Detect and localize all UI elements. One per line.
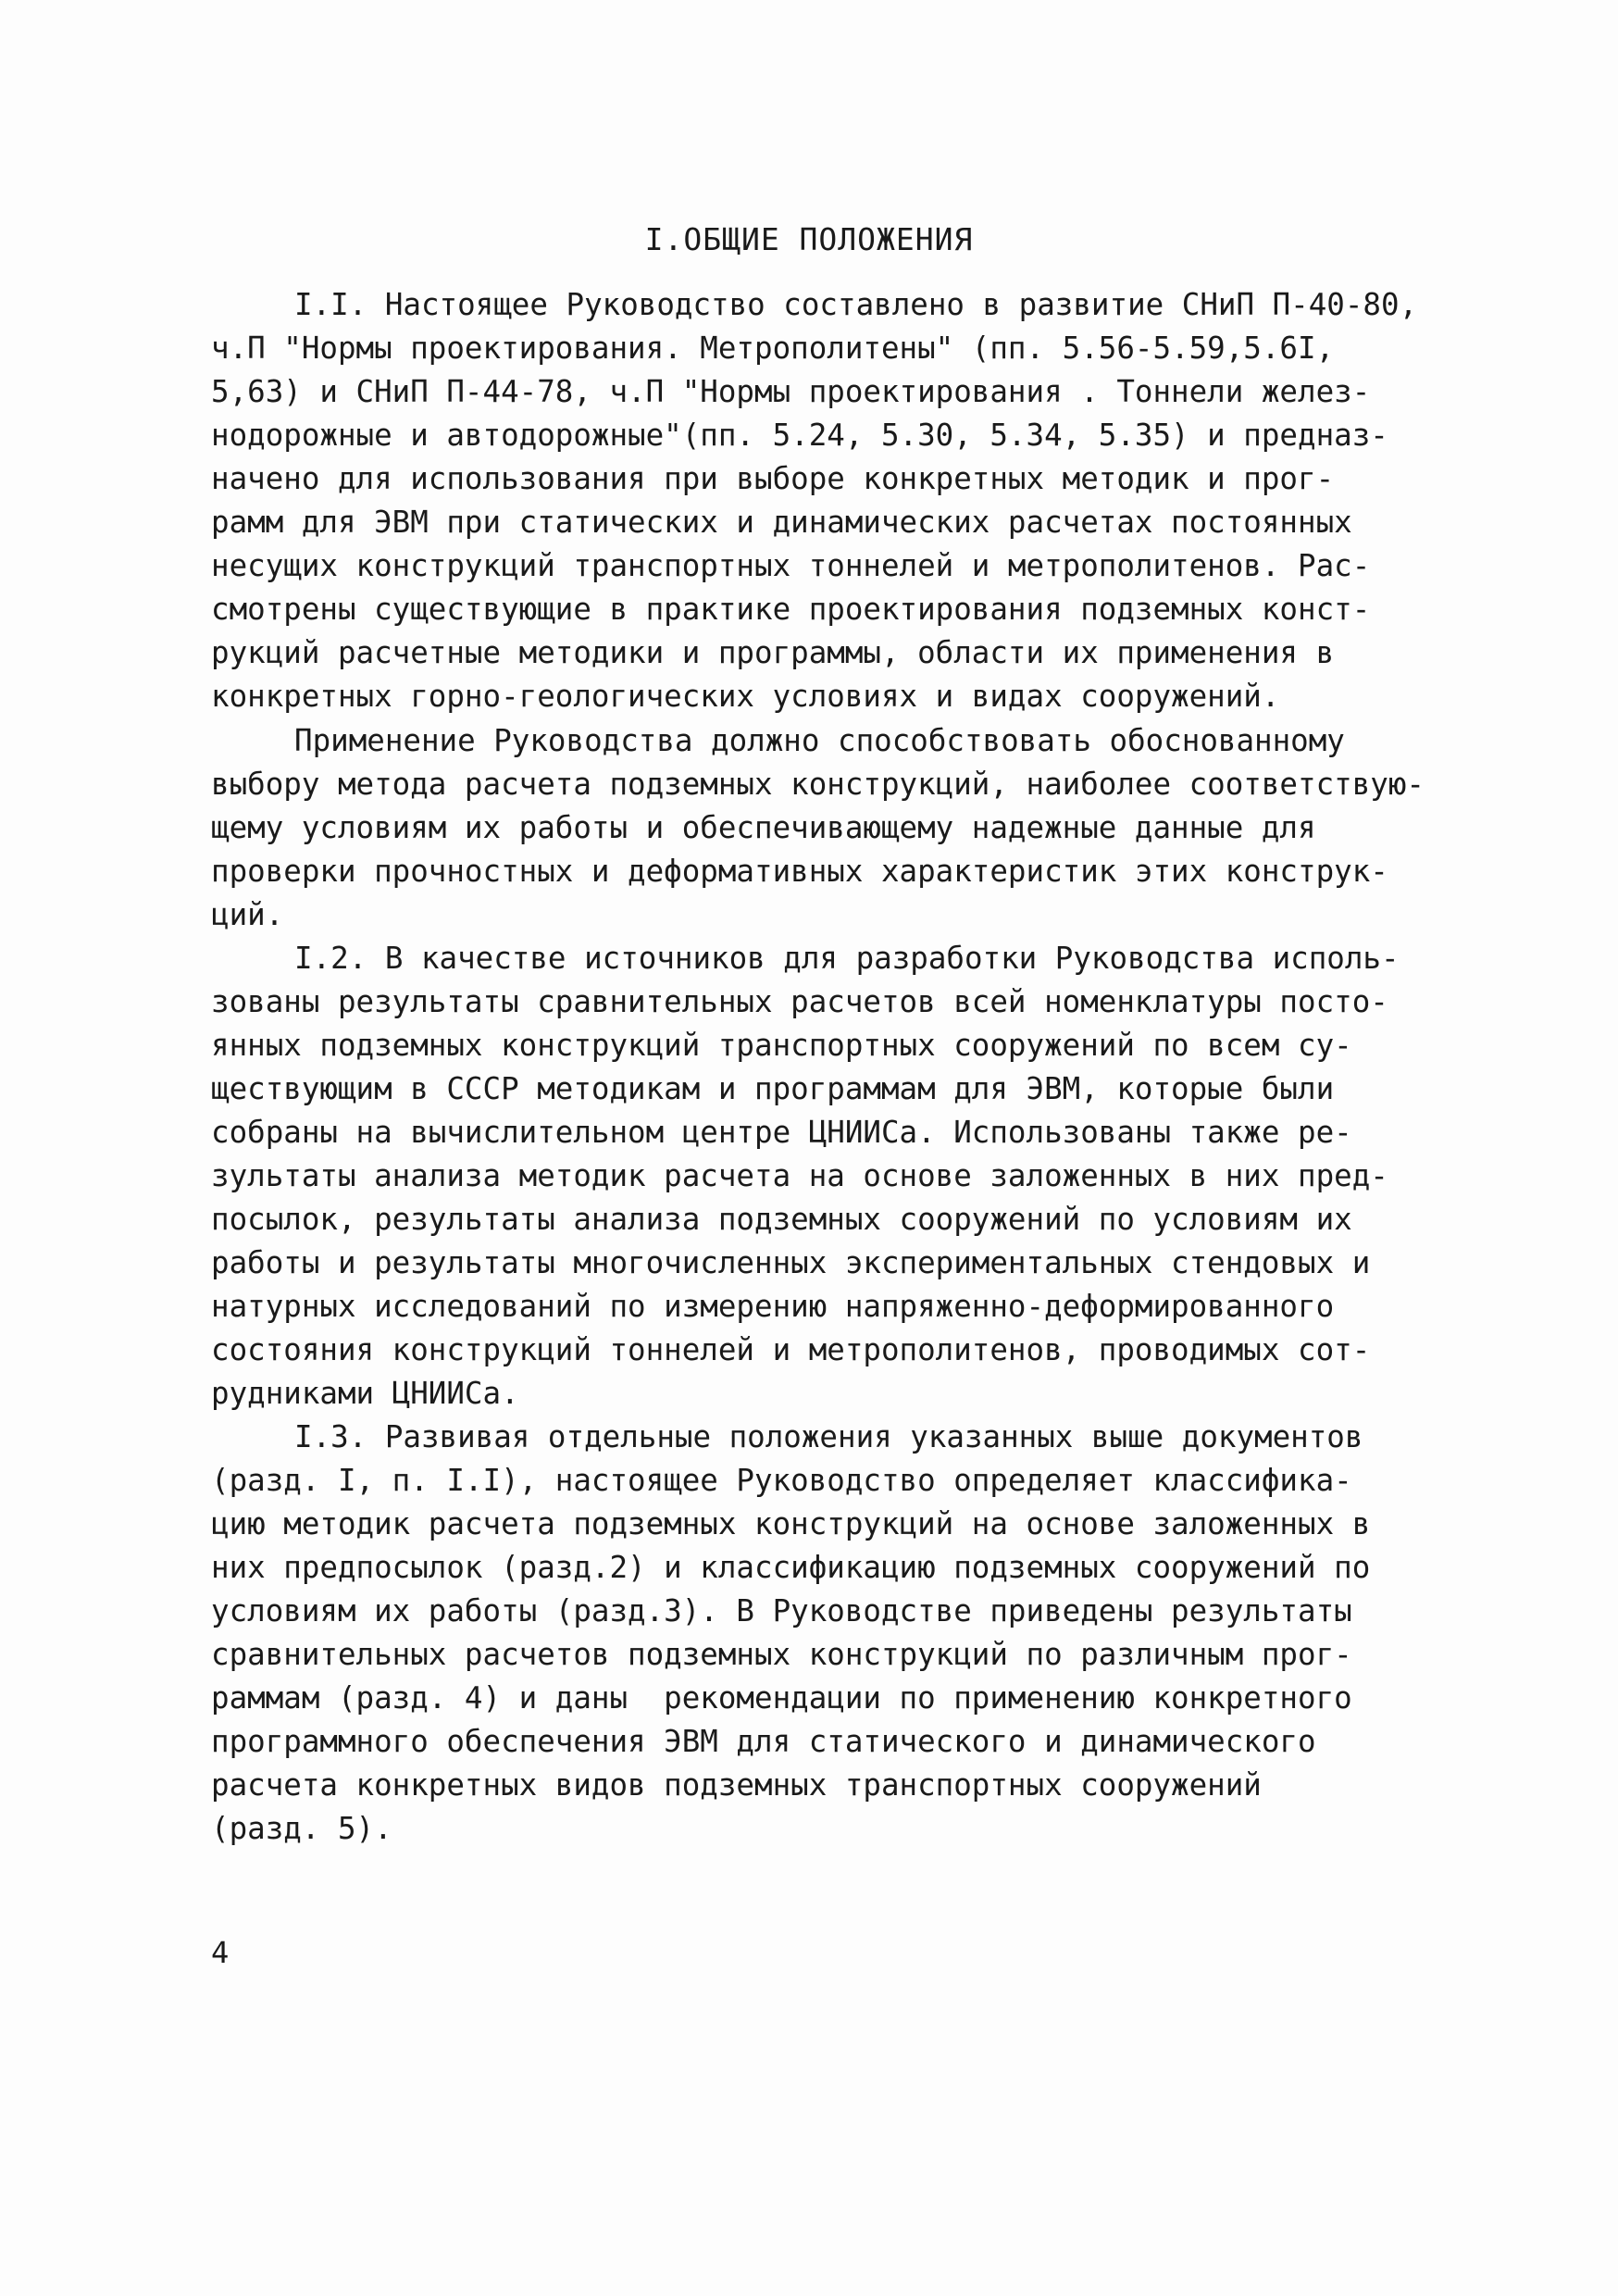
text-line: ч.П "Нормы проектирования. Метрополитены" (пп. 5.56-5.59,5.6I, (211, 331, 1335, 366)
text-line: условиям их работы (разд.3). В Руководстве приведены результаты (211, 1593, 1352, 1628)
text-line: рамм для ЭВМ при статических и динамических расчетах постоянных (211, 505, 1352, 540)
text-line: I.3. Развивая отдельные положения указанных выше документов (294, 1419, 1363, 1454)
text-line: работы и результаты многочисленных экспериментальных стендовых и (211, 1245, 1371, 1280)
text-line: (разд. I, п. I.I), настоящее Руководство определяет классифика- (211, 1463, 1352, 1498)
text-line: несущих конструкций транспортных тоннелей и метрополитенов. Рас- (211, 548, 1371, 583)
text-line: Применение Руководства должно способствовать обоснованному (294, 723, 1345, 758)
text-line: янных подземных конструкций транспортных сооружений по всем су- (211, 1028, 1352, 1063)
text-line: зованы результаты сравнительных расчетов всей номенклатуры посто- (211, 984, 1388, 1019)
text-line: ществующим в СССР методикам и программам для ЭВМ, которые были (211, 1071, 1335, 1106)
text-line: I.I. Настоящее Руководство составлено в развитие СНиП П-40-80, (294, 287, 1418, 322)
text-line: начено для использования при выборе конкретных методик и прог- (211, 461, 1335, 496)
text-line: щему условиям их работы и обеспечивающему надежные данные для (211, 810, 1316, 845)
text-line: ций. (211, 897, 284, 932)
text-line: цию методик расчета подземных конструкций на основе заложенных в (211, 1506, 1371, 1541)
text-line: выбору метода расчета подземных конструкций, наиболее соответствую- (211, 767, 1425, 802)
text-line: программного обеспечения ЭВМ для статического и динамического (211, 1724, 1316, 1759)
text-line: смотрены существующие в практике проектирования подземных конст- (211, 592, 1371, 627)
text-line: состояния конструкций тоннелей и метрополитенов, проводимых сот- (211, 1332, 1371, 1367)
text-line: расчета конкретных видов подземных транспортных сооружений (211, 1767, 1262, 1803)
text-line: конкретных горно-геологических условиях и видах сооружений. (211, 679, 1280, 714)
text-line: зультаты анализа методик расчета на основе заложенных в них пред- (211, 1158, 1388, 1193)
text-line: них предпосылок (разд.2) и классификацию подземных сооружений по (211, 1550, 1371, 1585)
text-line: натурных исследований по измерению напряженно-деформированного (211, 1289, 1335, 1324)
text-line: рукций расчетные методики и программы, области их применения в (211, 635, 1335, 670)
text-line: посылок, результаты анализа подземных сооружений по условиям их (211, 1202, 1352, 1237)
text-line: сравнительных расчетов подземных конструкций по различным прог- (211, 1637, 1352, 1672)
text-line: (разд. 5). (211, 1811, 392, 1846)
text-line: нодорожные и автодорожные"(пп. 5.24, 5.30, 5.34, 5.35) и предназ- (211, 418, 1388, 453)
text-line: собраны на вычислительном центре ЦНИИСа. Использованы также ре- (211, 1115, 1352, 1150)
text-line: раммам (разд. 4) и даны рекомендации по применению конкретного (211, 1680, 1352, 1716)
text-line: I.2. В качестве источников для разработки Руководства исполь- (294, 941, 1400, 976)
text-line: проверки прочностных и деформативных характеристик этих конструк- (211, 854, 1388, 889)
section-title: I.ОБЩИЕ ПОЛОЖЕНИЯ (644, 221, 974, 257)
text-line: рудниками ЦНИИСа. (211, 1376, 519, 1411)
text-line: 5,63) и СНиП П-44-78, ч.П "Нормы проектирования . Тоннели желез- (211, 374, 1371, 409)
page-number: 4 (211, 1935, 230, 1970)
